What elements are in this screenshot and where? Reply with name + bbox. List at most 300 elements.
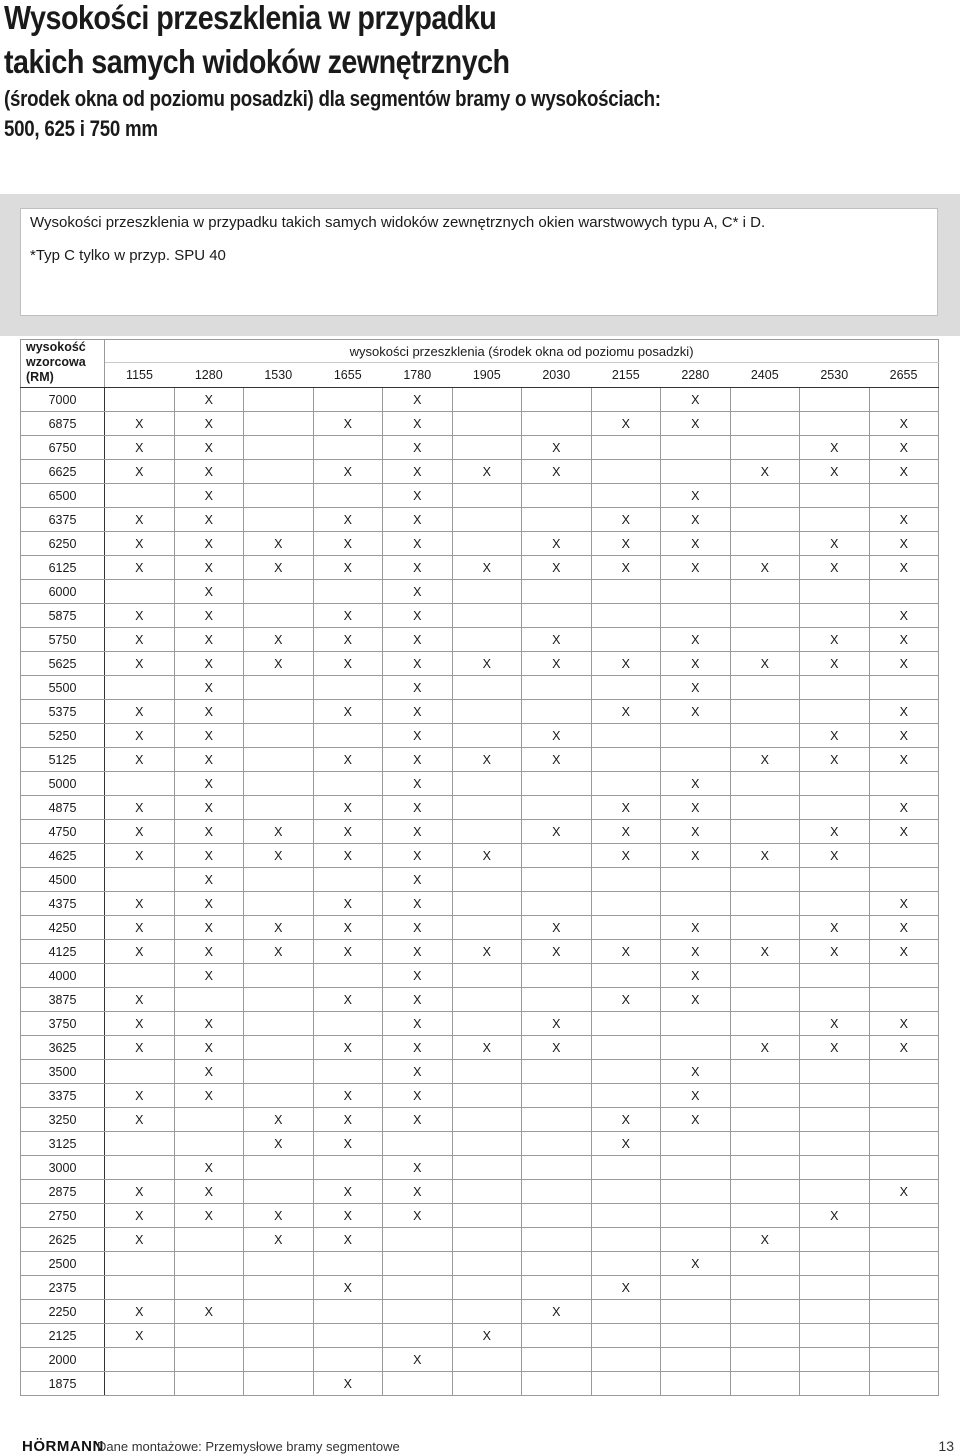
table-cell xyxy=(522,676,592,700)
table-cell: X xyxy=(105,748,175,772)
table-cell xyxy=(591,484,661,508)
table-cell xyxy=(452,1060,522,1084)
table-cell: X xyxy=(383,532,453,556)
table-cell xyxy=(800,388,870,412)
table-cell: X xyxy=(313,1180,383,1204)
table-cell: X xyxy=(383,388,453,412)
table-cell: X xyxy=(591,508,661,532)
rm-value: 2250 xyxy=(21,1300,105,1324)
table-cell: X xyxy=(383,772,453,796)
table-row xyxy=(21,1252,939,1276)
column-header: 1280 xyxy=(174,363,244,388)
table-cell: X xyxy=(383,1036,453,1060)
table-cell xyxy=(244,868,314,892)
rm-value: 4750 xyxy=(21,820,105,844)
table-cell: X xyxy=(313,988,383,1012)
table-cell xyxy=(800,964,870,988)
table-cell xyxy=(591,460,661,484)
table-cell xyxy=(244,580,314,604)
table-cell xyxy=(661,604,731,628)
table-cell xyxy=(730,796,800,820)
table-cell xyxy=(313,580,383,604)
table-cell: X xyxy=(174,940,244,964)
table-cell xyxy=(591,1180,661,1204)
table-cell: X xyxy=(661,508,731,532)
table-cell: X xyxy=(313,844,383,868)
table-cell xyxy=(522,796,592,820)
table-cell xyxy=(313,1012,383,1036)
rm-value: 2875 xyxy=(21,1180,105,1204)
table-row xyxy=(21,1300,939,1324)
table-cell xyxy=(661,436,731,460)
table-cell: X xyxy=(383,1060,453,1084)
table-cell: X xyxy=(869,940,939,964)
rm-value: 2500 xyxy=(21,1252,105,1276)
table-cell xyxy=(244,1372,314,1396)
table-cell: X xyxy=(661,556,731,580)
table-cell xyxy=(244,1348,314,1372)
table-cell xyxy=(452,1372,522,1396)
table-body xyxy=(21,388,939,1396)
column-header: 2530 xyxy=(800,363,870,388)
table-cell xyxy=(244,436,314,460)
table-cell: X xyxy=(661,700,731,724)
rm-value: 5625 xyxy=(21,652,105,676)
table-cell: X xyxy=(174,532,244,556)
table-cell xyxy=(800,1228,870,1252)
table-cell: X xyxy=(383,1204,453,1228)
table-cell: X xyxy=(174,1156,244,1180)
table-cell: X xyxy=(313,1204,383,1228)
table-cell xyxy=(591,892,661,916)
table-cell: X xyxy=(105,1300,175,1324)
column-header: 2155 xyxy=(591,363,661,388)
table-cell xyxy=(452,964,522,988)
table-cell xyxy=(452,916,522,940)
table-cell xyxy=(661,1300,731,1324)
rm-value: 3125 xyxy=(21,1132,105,1156)
table-cell xyxy=(591,724,661,748)
table-row xyxy=(21,700,939,724)
glazing-height-table xyxy=(20,339,939,1396)
table-cell: X xyxy=(869,916,939,940)
rm-value: 3250 xyxy=(21,1108,105,1132)
table-row xyxy=(21,652,939,676)
page-title-line-1: Wysokości przeszklenia w przypadku xyxy=(4,0,497,36)
table-cell: X xyxy=(869,892,939,916)
rm-value: 6875 xyxy=(21,412,105,436)
table-cell xyxy=(869,1324,939,1348)
table-cell xyxy=(800,1252,870,1276)
table-cell xyxy=(383,1252,453,1276)
table-cell: X xyxy=(869,508,939,532)
table-cell: X xyxy=(313,1036,383,1060)
table-cell xyxy=(174,1372,244,1396)
table-cell: X xyxy=(383,916,453,940)
table-cell: X xyxy=(174,556,244,580)
table-cell: X xyxy=(174,508,244,532)
table-cell xyxy=(522,1156,592,1180)
table-cell: X xyxy=(661,652,731,676)
table-cell xyxy=(730,1372,800,1396)
table-cell xyxy=(522,388,592,412)
table-row xyxy=(21,820,939,844)
table-cell xyxy=(452,580,522,604)
table-cell xyxy=(174,1252,244,1276)
table-cell: X xyxy=(383,676,453,700)
table-cell xyxy=(522,844,592,868)
table-cell xyxy=(452,724,522,748)
table-cell: X xyxy=(383,700,453,724)
table-cell: X xyxy=(730,1228,800,1252)
table-cell xyxy=(452,412,522,436)
rm-value: 4875 xyxy=(21,796,105,820)
table-cell: X xyxy=(522,1300,592,1324)
table-cell: X xyxy=(800,652,870,676)
table-cell xyxy=(591,1204,661,1228)
table-cell: X xyxy=(661,1060,731,1084)
table-cell xyxy=(452,820,522,844)
table-cell xyxy=(522,508,592,532)
table-cell xyxy=(452,436,522,460)
table-cell: X xyxy=(383,556,453,580)
table-cell xyxy=(869,484,939,508)
table-row xyxy=(21,532,939,556)
table-cell: X xyxy=(383,868,453,892)
table-cell: X xyxy=(452,844,522,868)
table-cell: X xyxy=(869,1012,939,1036)
table-cell xyxy=(800,700,870,724)
table-cell: X xyxy=(105,652,175,676)
table-cell: X xyxy=(244,1228,314,1252)
table-cell: X xyxy=(800,460,870,484)
table-cell: X xyxy=(244,628,314,652)
table-cell xyxy=(661,1180,731,1204)
table-cell: X xyxy=(174,652,244,676)
table-cell: X xyxy=(174,820,244,844)
table-cell xyxy=(452,676,522,700)
table-cell: X xyxy=(661,628,731,652)
table-cell xyxy=(730,388,800,412)
table-cell xyxy=(383,1228,453,1252)
table-cell: X xyxy=(313,532,383,556)
table-cell xyxy=(313,1156,383,1180)
rm-value: 6625 xyxy=(21,460,105,484)
rm-value: 6125 xyxy=(21,556,105,580)
table-cell xyxy=(452,1180,522,1204)
rm-value: 1875 xyxy=(21,1372,105,1396)
table-row xyxy=(21,1084,939,1108)
table-cell: X xyxy=(452,1324,522,1348)
table-cell: X xyxy=(174,1084,244,1108)
table-cell: X xyxy=(105,1036,175,1060)
table-cell xyxy=(452,508,522,532)
table-cell xyxy=(452,484,522,508)
glazing-group-header: wysokości przeszklenia (środek okna od poziomu posadzki) xyxy=(105,340,939,363)
table-cell: X xyxy=(105,412,175,436)
table-row xyxy=(21,580,939,604)
table-cell: X xyxy=(661,940,731,964)
table-cell: X xyxy=(591,532,661,556)
table-cell xyxy=(730,436,800,460)
table-cell: X xyxy=(383,580,453,604)
table-cell: X xyxy=(730,556,800,580)
table-cell xyxy=(244,388,314,412)
table-cell xyxy=(869,1228,939,1252)
rm-value: 4125 xyxy=(21,940,105,964)
table-cell xyxy=(244,1084,314,1108)
table-cell xyxy=(244,1012,314,1036)
table-cell: X xyxy=(244,652,314,676)
table-cell xyxy=(800,1156,870,1180)
table-cell: X xyxy=(313,1108,383,1132)
table-cell xyxy=(730,676,800,700)
table-cell: X xyxy=(313,940,383,964)
table-cell: X xyxy=(591,1276,661,1300)
table-cell: X xyxy=(383,1012,453,1036)
rm-value: 3500 xyxy=(21,1060,105,1084)
table-cell: X xyxy=(800,628,870,652)
table-row xyxy=(21,772,939,796)
table-cell: X xyxy=(591,820,661,844)
table-cell xyxy=(730,1180,800,1204)
table-cell: X xyxy=(105,628,175,652)
table-cell xyxy=(522,1180,592,1204)
table-cell xyxy=(522,1348,592,1372)
table-cell xyxy=(244,964,314,988)
table-cell xyxy=(313,1252,383,1276)
table-cell: X xyxy=(800,556,870,580)
table-cell xyxy=(522,988,592,1012)
table-row xyxy=(21,676,939,700)
table-cell xyxy=(730,916,800,940)
table-cell xyxy=(730,724,800,748)
table-cell xyxy=(452,700,522,724)
table-cell xyxy=(452,628,522,652)
table-cell xyxy=(661,1204,731,1228)
table-cell: X xyxy=(661,796,731,820)
table-cell: X xyxy=(869,820,939,844)
table-cell xyxy=(452,988,522,1012)
table-cell xyxy=(661,1012,731,1036)
table-cell: X xyxy=(244,1132,314,1156)
table-cell xyxy=(452,1276,522,1300)
table-cell xyxy=(383,1372,453,1396)
table-cell xyxy=(730,580,800,604)
table-cell xyxy=(105,580,175,604)
table-cell: X xyxy=(313,700,383,724)
table-cell xyxy=(522,1252,592,1276)
table-cell xyxy=(730,1204,800,1228)
rm-value: 3625 xyxy=(21,1036,105,1060)
table-cell: X xyxy=(244,556,314,580)
table-cell: X xyxy=(869,700,939,724)
table-cell xyxy=(730,1252,800,1276)
table-cell: X xyxy=(174,1180,244,1204)
table-row xyxy=(21,868,939,892)
rm-value: 2375 xyxy=(21,1276,105,1300)
table-cell: X xyxy=(661,1108,731,1132)
table-cell xyxy=(869,1132,939,1156)
table-cell xyxy=(661,892,731,916)
table-cell: X xyxy=(313,628,383,652)
table-cell xyxy=(522,1276,592,1300)
table-cell xyxy=(105,676,175,700)
table-cell xyxy=(869,844,939,868)
rm-value: 2750 xyxy=(21,1204,105,1228)
table-cell: X xyxy=(313,820,383,844)
footer xyxy=(0,1420,960,1456)
table-cell xyxy=(105,1252,175,1276)
table-cell xyxy=(591,388,661,412)
column-header: 1780 xyxy=(383,363,453,388)
table-cell: X xyxy=(105,532,175,556)
table-cell: X xyxy=(869,628,939,652)
rm-value: 3750 xyxy=(21,1012,105,1036)
table-cell: X xyxy=(383,460,453,484)
table-row xyxy=(21,484,939,508)
table-cell xyxy=(661,580,731,604)
table-cell: X xyxy=(174,436,244,460)
table-cell: X xyxy=(591,652,661,676)
table-cell: X xyxy=(174,1012,244,1036)
table-cell: X xyxy=(105,1204,175,1228)
table-cell xyxy=(522,964,592,988)
table-cell xyxy=(383,1132,453,1156)
table-cell: X xyxy=(661,1252,731,1276)
table-cell xyxy=(174,988,244,1012)
table-cell xyxy=(313,676,383,700)
table-cell xyxy=(174,1228,244,1252)
table-cell: X xyxy=(661,772,731,796)
table-cell xyxy=(730,892,800,916)
table-cell xyxy=(869,676,939,700)
table-cell xyxy=(730,1324,800,1348)
table-cell: X xyxy=(174,700,244,724)
table-cell xyxy=(800,1180,870,1204)
table-cell xyxy=(730,964,800,988)
table-cell xyxy=(730,412,800,436)
table-row xyxy=(21,460,939,484)
table-cell xyxy=(591,436,661,460)
table-cell: X xyxy=(174,1300,244,1324)
table-cell xyxy=(869,1084,939,1108)
table-cell: X xyxy=(105,700,175,724)
table-cell: X xyxy=(730,748,800,772)
table-cell xyxy=(244,796,314,820)
table-cell xyxy=(105,1060,175,1084)
table-cell: X xyxy=(869,652,939,676)
table-cell xyxy=(661,460,731,484)
table-cell xyxy=(313,868,383,892)
table-cell: X xyxy=(522,1012,592,1036)
table-cell xyxy=(591,772,661,796)
table-cell xyxy=(244,988,314,1012)
table-cell: X xyxy=(522,532,592,556)
table-cell xyxy=(452,1132,522,1156)
rm-value: 5375 xyxy=(21,700,105,724)
table-cell: X xyxy=(661,1084,731,1108)
table-cell: X xyxy=(105,436,175,460)
rm-value: 4250 xyxy=(21,916,105,940)
rm-value: 5250 xyxy=(21,724,105,748)
table-row xyxy=(21,1204,939,1228)
table-row xyxy=(21,1132,939,1156)
table-cell xyxy=(105,868,175,892)
table-cell: X xyxy=(383,892,453,916)
table-cell: X xyxy=(174,604,244,628)
footer-text: Dane montażowe: Przemysłowe bramy segmentowe xyxy=(97,1439,400,1454)
table-cell: X xyxy=(661,388,731,412)
column-header: 1155 xyxy=(105,363,175,388)
column-header: 2655 xyxy=(869,363,939,388)
table-cell: X xyxy=(869,1180,939,1204)
table-cell xyxy=(730,868,800,892)
table-cell: X xyxy=(452,460,522,484)
table-cell: X xyxy=(105,556,175,580)
table-cell xyxy=(313,964,383,988)
table-cell: X xyxy=(383,628,453,652)
table-cell: X xyxy=(522,460,592,484)
table-cell: X xyxy=(313,652,383,676)
table-cell: X xyxy=(313,796,383,820)
table-cell xyxy=(522,700,592,724)
table-cell xyxy=(591,1036,661,1060)
brand-logo: HÖRMANN xyxy=(22,1438,104,1455)
table-cell xyxy=(730,772,800,796)
table-cell xyxy=(105,388,175,412)
table-cell: X xyxy=(174,484,244,508)
table-cell xyxy=(730,532,800,556)
table-cell xyxy=(522,1204,592,1228)
table-cell: X xyxy=(452,556,522,580)
table-row xyxy=(21,1228,939,1252)
table-cell: X xyxy=(383,1108,453,1132)
table-cell xyxy=(661,1372,731,1396)
table-row xyxy=(21,844,939,868)
table-cell: X xyxy=(105,796,175,820)
table-cell xyxy=(661,1036,731,1060)
table-cell: X xyxy=(383,940,453,964)
table-cell xyxy=(869,1108,939,1132)
table-cell: X xyxy=(661,676,731,700)
table-cell xyxy=(452,1084,522,1108)
column-header: 2405 xyxy=(730,363,800,388)
table-cell xyxy=(244,412,314,436)
table-cell xyxy=(800,1108,870,1132)
table-cell xyxy=(244,700,314,724)
table-cell: X xyxy=(174,460,244,484)
table-cell xyxy=(591,868,661,892)
table-cell xyxy=(522,1228,592,1252)
table-cell: X xyxy=(591,796,661,820)
table-cell: X xyxy=(244,1108,314,1132)
rm-value: 2000 xyxy=(21,1348,105,1372)
table-cell xyxy=(730,604,800,628)
table-cell xyxy=(383,1276,453,1300)
table-cell: X xyxy=(800,820,870,844)
table-cell xyxy=(452,1348,522,1372)
table-cell: X xyxy=(105,1180,175,1204)
title-block xyxy=(4,0,944,144)
table-cell xyxy=(591,1324,661,1348)
table-cell: X xyxy=(591,556,661,580)
table-cell xyxy=(800,1300,870,1324)
table-cell xyxy=(244,1324,314,1348)
page-number: 13 xyxy=(938,1438,954,1454)
table-cell: X xyxy=(522,652,592,676)
table-cell: X xyxy=(174,1204,244,1228)
